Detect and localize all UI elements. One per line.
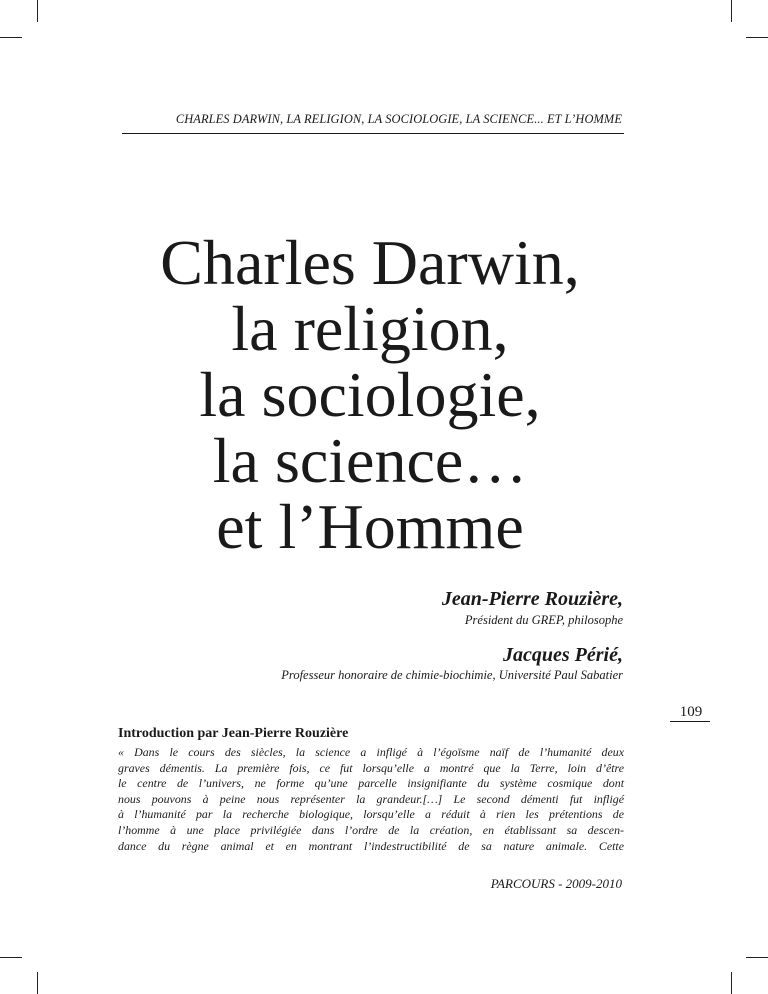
intro-line: dance du règne animal et en montrant l’indestructibilité de sa nature animale. Cette xyxy=(118,838,624,853)
crop-mark xyxy=(0,957,22,958)
intro-line: « Dans le cours des siècles, la science a infligé à l’égoïsme naïf de l’humanité deux xyxy=(118,745,624,759)
crop-mark xyxy=(746,957,768,958)
intro-line: à l’humanité par la recherche biologique, lorsqu’elle a réduit à rien les prétentions de xyxy=(118,807,624,822)
article-title xyxy=(100,227,640,562)
intro-line: le centre de l’univers, ne forme qu’une parcelle insignifiante du système cosmique dont xyxy=(118,776,624,791)
intro-line: nous pouvons à peine nous représenter la grandeur.[…] Le second démenti fut infligé xyxy=(118,791,624,806)
title-line: la religion, xyxy=(231,293,509,364)
header-rule xyxy=(122,133,624,134)
running-header: CHARLES DARWIN, LA RELIGION, LA SOCIOLOGIE, LA SCIENCE... ET L’HOMME xyxy=(175,112,622,126)
title-line: la science… xyxy=(212,425,528,496)
crop-mark xyxy=(37,0,38,22)
crop-mark xyxy=(731,972,732,994)
intro-paragraph xyxy=(118,745,624,854)
footer-journal: PARCOURS - 2009-2010 xyxy=(490,876,622,891)
crop-mark xyxy=(37,972,38,994)
intro-line: l’homme à une place privilégiée dans l’ordre de la création, en établissant sa descen- xyxy=(118,822,624,837)
page-number: 109 xyxy=(679,704,703,720)
title-line: la sociologie, xyxy=(199,359,541,430)
intro-line: graves démentis. La première fois, ce fut lorsqu’elle a montré que la Terre, loin d’être xyxy=(118,760,624,775)
author-name: Jacques Périé, xyxy=(503,644,623,666)
crop-mark xyxy=(731,0,732,22)
author-affiliation: Professeur honoraire de chimie-biochimie, Université Paul Sabatier xyxy=(281,668,623,682)
page-number-rule xyxy=(670,721,710,722)
title-line: et l’Homme xyxy=(216,491,524,562)
title-line: Charles Darwin, xyxy=(160,227,580,298)
crop-mark xyxy=(0,37,22,38)
author-name: Jean-Pierre Rouzière, xyxy=(441,588,623,610)
author-affiliation: Président du GREP, philosophe xyxy=(464,613,623,627)
intro-heading: Introduction par Jean-Pierre Rouzière xyxy=(118,726,349,741)
crop-mark xyxy=(746,37,768,38)
